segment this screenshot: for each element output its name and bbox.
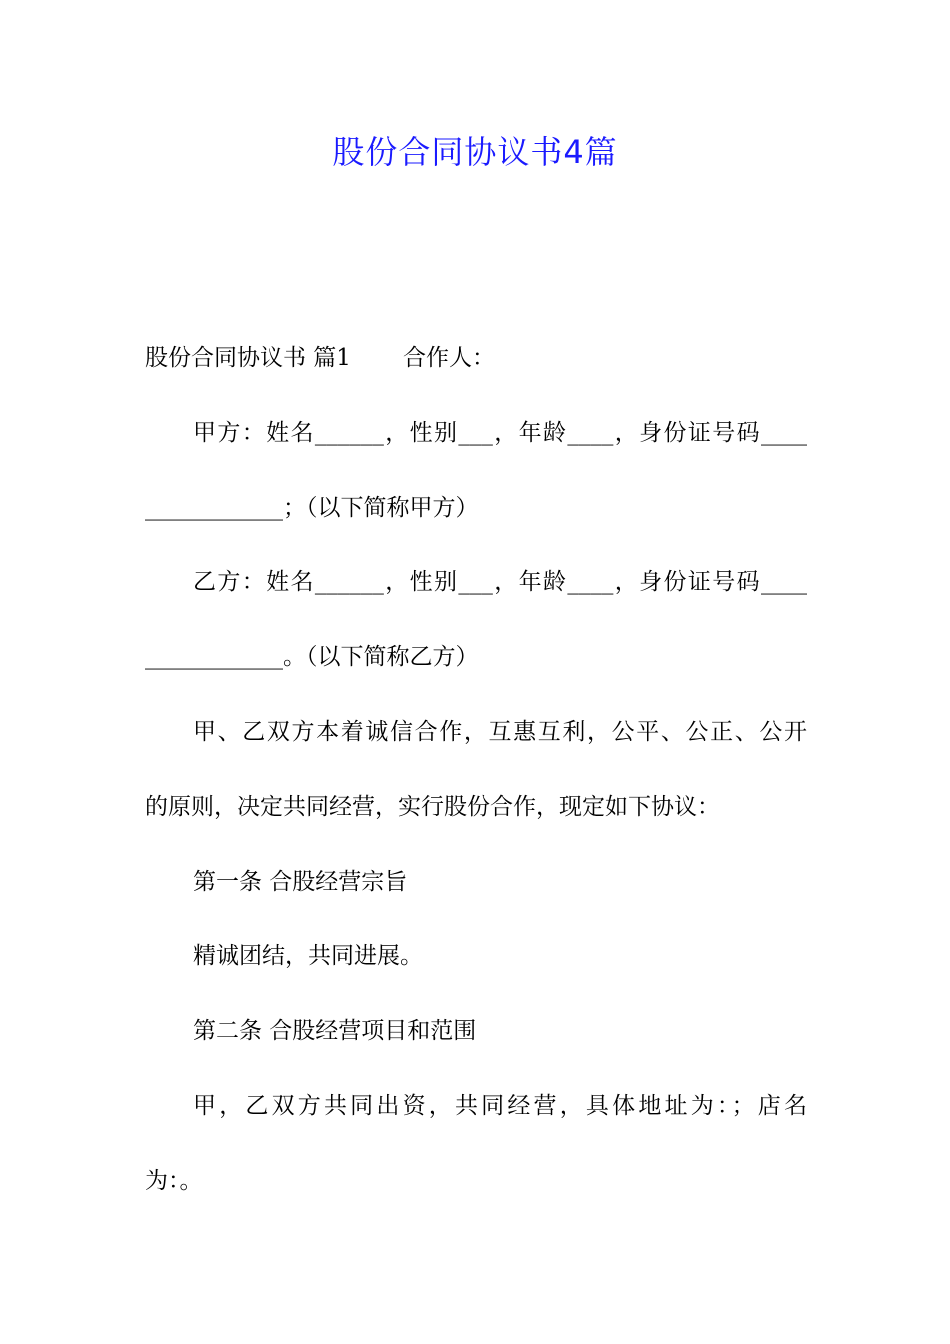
preamble-line-2: 的原则，决定共同经营，实行股份合作，现定如下协议： (145, 794, 720, 820)
section-label: 股份合同协议书 篇1 (145, 345, 351, 371)
partners-label: 合作人： (402, 345, 495, 371)
article-1-body: 精诚团结，共同进展。 (193, 943, 423, 969)
document-title: 股份合同协议书4篇 (332, 133, 618, 171)
section-heading (145, 341, 495, 375)
article-1-heading: 第一条 合股经营宗旨 (193, 869, 408, 895)
party-b-line: 乙方：姓名______，性别___，年龄____，身份证号码____ (193, 569, 807, 595)
party-b-continuation: ____________。（以下简称乙方） (145, 644, 479, 670)
party-a-line: 甲方：姓名______，性别___，年龄____，身份证号码____ (193, 420, 807, 446)
article-2-body-line-2: 为：。 (145, 1168, 203, 1194)
article-2-body-line-1: 甲，乙双方共同出资，共同经营，具体地址为：；店名 (193, 1093, 807, 1119)
preamble-line-1: 甲、乙双方本着诚信合作，互惠互利，公平、公正、公开 (193, 719, 807, 745)
article-2-heading: 第二条 合股经营项目和范围 (193, 1018, 477, 1044)
party-a-continuation: ____________；（以下简称甲方） (145, 495, 479, 521)
